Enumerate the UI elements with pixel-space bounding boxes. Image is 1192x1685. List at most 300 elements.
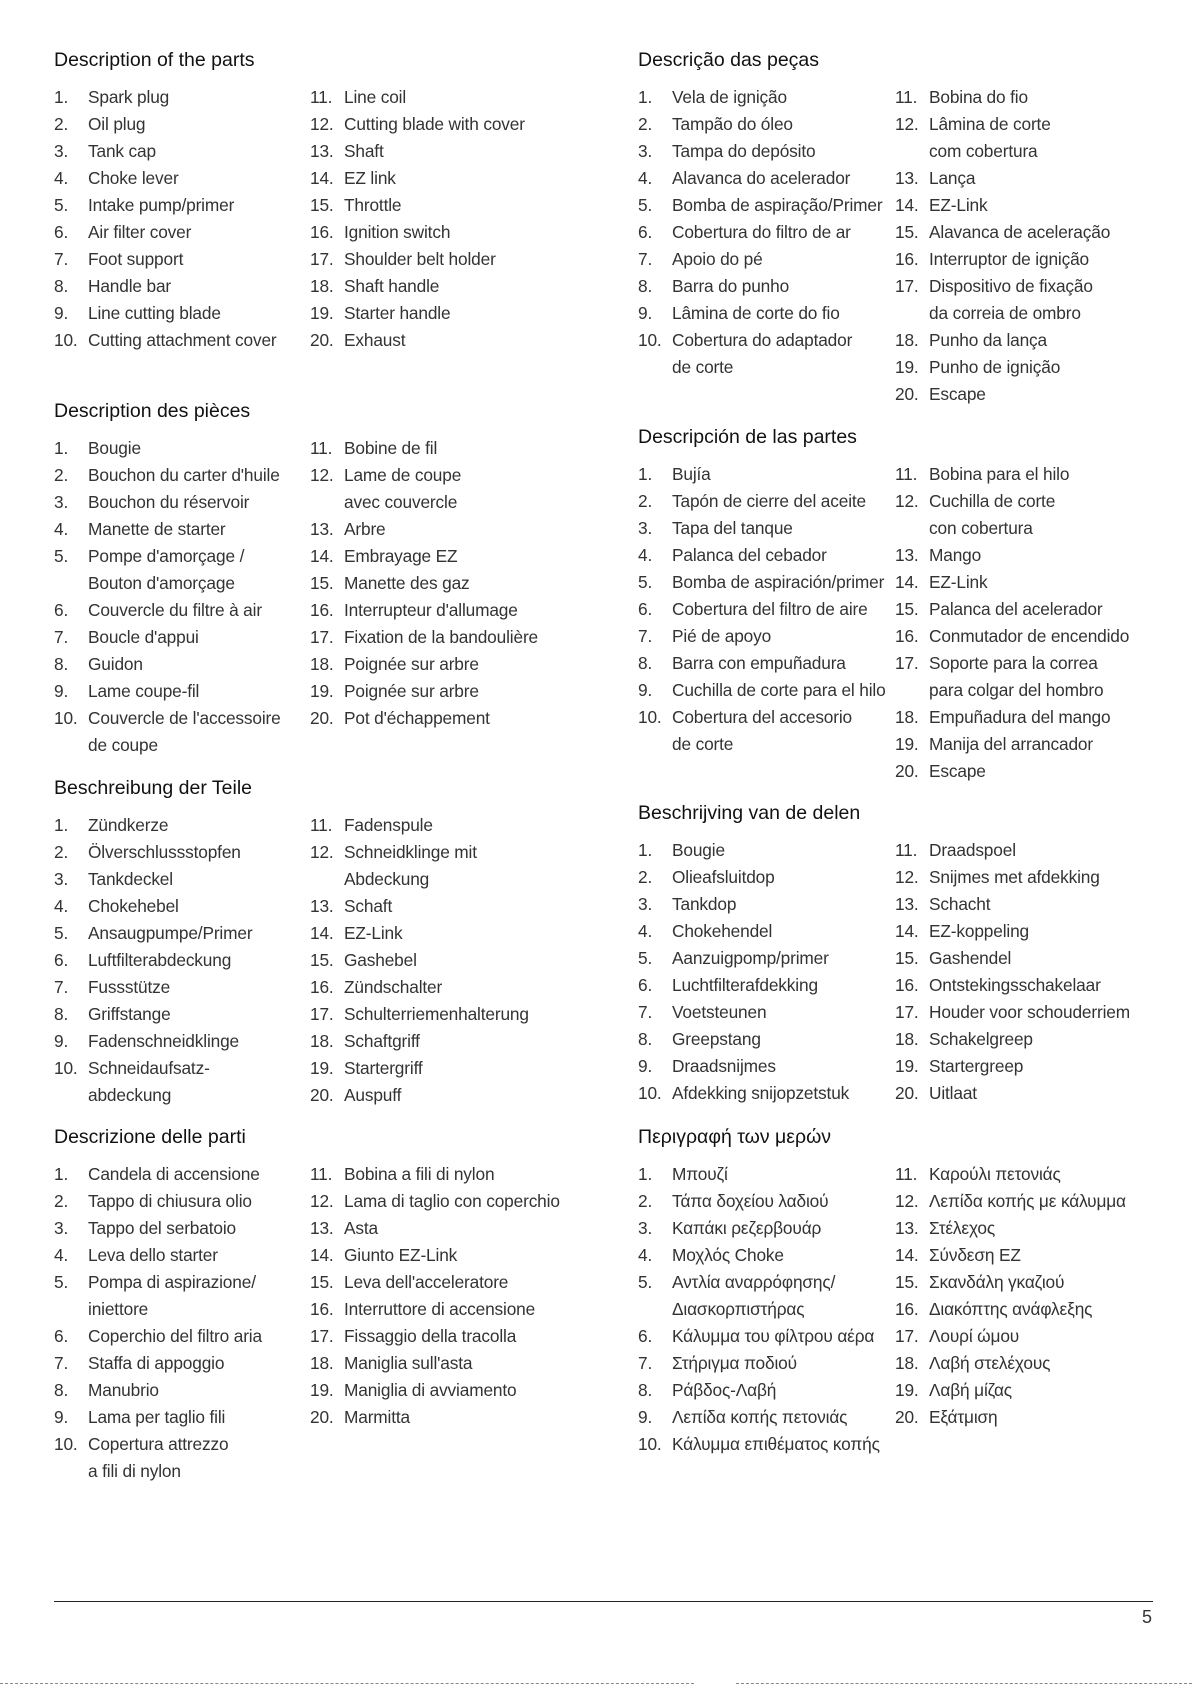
item-number: 12. xyxy=(895,867,919,887)
item-label: Dispositivo de fixação xyxy=(929,276,1093,296)
item-number: 16. xyxy=(310,977,334,997)
item-number xyxy=(638,354,672,381)
item-label: Fadenspule xyxy=(344,815,433,835)
list-item xyxy=(310,1350,560,1377)
crop-mark-right xyxy=(736,1683,1192,1684)
list-item xyxy=(638,972,895,999)
item-label: Manija del arrancador xyxy=(929,734,1093,754)
item-label: Στέλεχος xyxy=(929,1218,996,1238)
item-number: 13. xyxy=(895,545,919,565)
item-number: 14. xyxy=(895,921,919,941)
item-label: Διακόπτης ανάφλεξης xyxy=(929,1299,1093,1319)
item-label: Guidon xyxy=(88,654,143,674)
item-label: Κάλυμμα επιθέματος κοπής xyxy=(672,1434,880,1454)
item-number xyxy=(895,677,929,704)
list-item xyxy=(638,891,895,918)
item-label: Fissaggio della tracolla xyxy=(344,1326,517,1346)
item-label: Λαβή μίζας xyxy=(929,1380,1012,1400)
item-label: Καρούλι πετονιάς xyxy=(929,1164,1061,1184)
item-label: Punho da lança xyxy=(929,330,1048,350)
item-label: de corte xyxy=(672,734,734,754)
list-item xyxy=(310,1215,560,1242)
item-label: Καπάκι ρεζερβουάρ xyxy=(672,1218,822,1238)
item-label: Fussstütze xyxy=(88,977,171,997)
item-label: Spark plug xyxy=(88,87,170,107)
item-number: 15. xyxy=(895,599,919,619)
list-item xyxy=(638,219,895,246)
item-number: 13. xyxy=(310,519,334,539)
item-number: 19. xyxy=(310,1380,334,1400)
item-label: Schaft xyxy=(344,896,393,916)
item-number: 8. xyxy=(54,1380,69,1400)
list-item xyxy=(895,999,1130,1026)
list-item xyxy=(638,1242,895,1269)
item-number: 18. xyxy=(895,330,919,350)
item-number: 3. xyxy=(54,492,69,512)
parts-list-right xyxy=(895,837,1130,1107)
item-label: Olieafsluitdop xyxy=(672,867,775,887)
item-label: Tapón de cierre del aceite xyxy=(672,491,866,511)
item-number: 4. xyxy=(54,896,69,916)
list-item xyxy=(54,1431,310,1458)
item-label: Σκανδάλη γκαζιού xyxy=(929,1272,1065,1292)
item-number: 6. xyxy=(54,1326,69,1346)
list-item xyxy=(54,1188,310,1215)
item-label: Asta xyxy=(344,1218,378,1238)
section-es xyxy=(638,424,1158,785)
item-label: Alavanca de aceleração xyxy=(929,222,1111,242)
list-item xyxy=(310,839,529,866)
item-label: Lâmina de corte xyxy=(929,114,1051,134)
item-number: 5. xyxy=(638,572,653,592)
item-number xyxy=(310,866,344,893)
item-number: 1. xyxy=(54,1164,69,1184)
list-item xyxy=(638,111,895,138)
item-number: 20. xyxy=(310,1085,334,1105)
item-number: 5. xyxy=(54,546,69,566)
item-label: Escape xyxy=(929,384,986,404)
list-item xyxy=(895,731,1129,758)
list-item xyxy=(310,1323,560,1350)
item-label: Bomba de aspiración/primer xyxy=(672,572,885,592)
item-label: Schaftgriff xyxy=(344,1031,420,1051)
item-number: 3. xyxy=(638,1218,653,1238)
list-item xyxy=(895,84,1110,111)
list-item xyxy=(310,1377,560,1404)
item-label: Σύνδεση EZ xyxy=(929,1245,1021,1265)
item-number: 19. xyxy=(310,1058,334,1078)
item-number: 4. xyxy=(638,921,653,941)
item-label: Cutting blade with cover xyxy=(344,114,525,134)
item-label: Coperchio del filtro aria xyxy=(88,1326,262,1346)
item-number: 17. xyxy=(895,653,919,673)
section-en xyxy=(54,47,614,354)
item-label: Κάλυμμα του φίλτρου αέρα xyxy=(672,1326,875,1346)
item-number: 19. xyxy=(310,681,334,701)
list-item xyxy=(895,758,1129,785)
item-label: EZ-Link xyxy=(929,572,988,592)
item-number: 1. xyxy=(54,815,69,835)
item-label: Εξάτμιση xyxy=(929,1407,998,1427)
item-label: Draadspoel xyxy=(929,840,1016,860)
item-number xyxy=(895,300,929,327)
item-label: Τάπα δοχείου λαδιού xyxy=(672,1191,829,1211)
list-item xyxy=(638,677,895,704)
item-number: 20. xyxy=(895,384,919,404)
item-label: Couvercle du filtre à air xyxy=(88,600,262,620)
item-number: 18. xyxy=(310,1353,334,1373)
list-item xyxy=(54,1323,310,1350)
list-item xyxy=(310,624,538,651)
section-title: Description of the parts xyxy=(54,49,255,71)
item-number: 10. xyxy=(54,1434,78,1454)
item-label: Λουρί ώμου xyxy=(929,1326,1020,1346)
list-item xyxy=(895,165,1110,192)
item-label: Lama di taglio con coperchio xyxy=(344,1191,560,1211)
parts-list-right xyxy=(310,812,529,1109)
list-item xyxy=(638,864,895,891)
parts-list-left xyxy=(638,837,895,1107)
list-item xyxy=(895,461,1129,488)
list-item xyxy=(54,543,310,570)
item-number: 19. xyxy=(895,734,919,754)
list-item xyxy=(310,1188,560,1215)
item-label: Snijmes met afdekking xyxy=(929,867,1100,887)
list-item xyxy=(638,542,895,569)
list-item xyxy=(638,165,895,192)
item-number: 16. xyxy=(310,222,334,242)
list-item xyxy=(895,1053,1130,1080)
list-item xyxy=(638,1215,895,1242)
item-label: Schulterriemenhalterung xyxy=(344,1004,529,1024)
list-item xyxy=(638,300,895,327)
item-label: Uitlaat xyxy=(929,1083,977,1103)
item-number: 11. xyxy=(895,464,918,484)
item-label: da correia de ombro xyxy=(929,303,1081,323)
item-label: Afdekking snijopzetstuk xyxy=(672,1083,850,1103)
item-label: Alavanca do acelerador xyxy=(672,168,851,188)
list-item xyxy=(638,1026,895,1053)
item-label: Λεπίδα κοπής πετονιάς xyxy=(672,1407,848,1427)
list-item xyxy=(895,1323,1126,1350)
list-item xyxy=(54,678,310,705)
parts-list-right xyxy=(895,1161,1126,1458)
item-label: Lâmina de corte do fio xyxy=(672,303,840,323)
item-number xyxy=(54,732,88,759)
list-item xyxy=(54,1350,310,1377)
list-item xyxy=(54,570,310,597)
item-number: 12. xyxy=(895,1191,919,1211)
item-number: 9. xyxy=(638,1056,653,1076)
item-label: Interruttore di accensione xyxy=(344,1299,536,1319)
list-item xyxy=(895,327,1110,354)
item-number: 13. xyxy=(310,1218,334,1238)
item-label: Ignition switch xyxy=(344,222,451,242)
item-number: 5. xyxy=(54,1272,69,1292)
item-label: de corte xyxy=(672,357,734,377)
parts-list-left xyxy=(638,461,895,785)
item-label: Chokehebel xyxy=(88,896,179,916)
item-number: 13. xyxy=(895,168,919,188)
item-number: 1. xyxy=(638,1164,653,1184)
list-item xyxy=(310,1161,560,1188)
item-number: 19. xyxy=(895,1056,919,1076)
list-item xyxy=(638,246,895,273)
list-item xyxy=(895,1404,1126,1431)
item-number: 20. xyxy=(310,708,334,728)
item-number: 4. xyxy=(638,1245,653,1265)
list-item xyxy=(310,1242,560,1269)
section-el xyxy=(638,1124,1158,1458)
item-label: Maniglia sull'asta xyxy=(344,1353,473,1373)
item-label: Bobine de fil xyxy=(344,438,438,458)
list-item xyxy=(310,893,529,920)
list-item xyxy=(895,650,1129,677)
list-item xyxy=(54,1215,310,1242)
item-number: 11. xyxy=(895,87,918,107)
item-label: Palanca del cebador xyxy=(672,545,827,565)
item-label: Bujía xyxy=(672,464,711,484)
item-number: 7. xyxy=(54,977,69,997)
item-number: 3. xyxy=(54,1218,69,1238)
item-number: 11. xyxy=(895,840,918,860)
item-number: 19. xyxy=(310,303,334,323)
item-number: 14. xyxy=(895,572,919,592)
item-label: Leva dell'acceleratore xyxy=(344,1272,509,1292)
list-item xyxy=(310,543,538,570)
list-item xyxy=(895,1026,1130,1053)
item-label: EZ-Link xyxy=(344,923,403,943)
list-item xyxy=(310,219,525,246)
item-label: Exhaust xyxy=(344,330,406,350)
item-number: 16. xyxy=(895,249,919,269)
item-number: 17. xyxy=(895,1326,919,1346)
parts-list-left xyxy=(54,84,310,354)
item-number: 8. xyxy=(54,654,69,674)
list-item xyxy=(54,1404,310,1431)
parts-list xyxy=(638,84,1158,408)
list-item xyxy=(895,542,1129,569)
item-number: 6. xyxy=(638,1326,653,1346)
list-item xyxy=(310,1404,560,1431)
item-label: Gashendel xyxy=(929,948,1012,968)
item-number: 16. xyxy=(895,1299,919,1319)
item-label: EZ-Link xyxy=(929,195,988,215)
list-item xyxy=(895,918,1130,945)
item-label: Manette de starter xyxy=(88,519,226,539)
list-item xyxy=(638,488,895,515)
item-number: 4. xyxy=(638,168,653,188)
section-title: Descripción de las partes xyxy=(638,426,857,448)
item-number: 9. xyxy=(638,1407,653,1427)
list-item xyxy=(638,192,895,219)
item-number: 5. xyxy=(54,195,69,215)
item-label: Zündschalter xyxy=(344,977,443,997)
list-item xyxy=(895,864,1130,891)
item-label: Ölverschlussstopfen xyxy=(88,842,241,862)
parts-list-right xyxy=(310,1161,560,1485)
item-number: 14. xyxy=(310,1245,334,1265)
item-number: 19. xyxy=(895,357,919,377)
list-item xyxy=(895,515,1129,542)
item-label: Μοχλός Choke xyxy=(672,1245,784,1265)
list-item xyxy=(638,1053,895,1080)
parts-list-left xyxy=(54,435,310,759)
item-number: 2. xyxy=(638,491,653,511)
item-number: 14. xyxy=(895,1245,919,1265)
item-number: 4. xyxy=(54,168,69,188)
item-label: Schacht xyxy=(929,894,991,914)
list-item xyxy=(54,974,310,1001)
item-label: Line cutting blade xyxy=(88,303,221,323)
item-label: Schneidaufsatz- xyxy=(88,1058,210,1078)
item-number: 7. xyxy=(638,1353,653,1373)
item-label: Houder voor schouderriem xyxy=(929,1002,1130,1022)
item-number: 14. xyxy=(310,546,334,566)
list-item xyxy=(54,84,310,111)
item-label: Luchtfilterafdekking xyxy=(672,975,818,995)
parts-list-right xyxy=(895,461,1129,785)
item-label: Pot d'échappement xyxy=(344,708,490,728)
item-number: 7. xyxy=(54,1353,69,1373)
list-item xyxy=(895,891,1130,918)
section-title: Description des pièces xyxy=(54,400,251,422)
list-item xyxy=(310,651,538,678)
list-item xyxy=(638,704,895,731)
list-item xyxy=(895,837,1130,864)
item-number: 10. xyxy=(54,1058,78,1078)
item-label: Fadenschneidklinge xyxy=(88,1031,240,1051)
list-item xyxy=(54,866,310,893)
item-label: Cobertura del accesorio xyxy=(672,707,853,727)
list-item xyxy=(895,111,1110,138)
item-number: 16. xyxy=(895,626,919,646)
item-number: 4. xyxy=(54,519,69,539)
list-item xyxy=(54,462,310,489)
item-number: 9. xyxy=(638,303,653,323)
item-number: 11. xyxy=(310,438,333,458)
item-label: Apoio do pé xyxy=(672,249,763,269)
item-number: 18. xyxy=(310,276,334,296)
list-item xyxy=(895,1242,1126,1269)
list-item xyxy=(54,1001,310,1028)
item-number xyxy=(54,570,88,597)
list-item xyxy=(310,597,538,624)
item-label: Fixation de la bandoulière xyxy=(344,627,539,647)
item-number: 10. xyxy=(638,1434,662,1454)
item-label: Bougie xyxy=(672,840,725,860)
list-item xyxy=(310,516,538,543)
item-number: 16. xyxy=(310,600,334,620)
item-label: Λεπίδα κοπής με κάλυμμα xyxy=(929,1191,1126,1211)
list-item xyxy=(310,920,529,947)
list-item xyxy=(895,623,1129,650)
item-number: 16. xyxy=(895,975,919,995)
item-label: Manette des gaz xyxy=(344,573,470,593)
item-number: 18. xyxy=(895,1353,919,1373)
item-number: 5. xyxy=(54,923,69,943)
list-item xyxy=(54,651,310,678)
item-number xyxy=(895,138,929,165)
list-item xyxy=(310,1269,560,1296)
list-item xyxy=(54,812,310,839)
item-number: 19. xyxy=(895,1380,919,1400)
list-item xyxy=(54,489,310,516)
list-item xyxy=(54,273,310,300)
item-label: iniettore xyxy=(88,1299,149,1319)
item-number: 10. xyxy=(638,707,662,727)
crop-mark-left xyxy=(0,1683,694,1684)
item-number: 13. xyxy=(310,896,334,916)
list-item xyxy=(310,1001,529,1028)
list-item xyxy=(310,1296,560,1323)
item-label: Punho de ignição xyxy=(929,357,1061,377)
item-number: 2. xyxy=(54,842,69,862)
item-label: Handle bar xyxy=(88,276,172,296)
item-label: Aanzuigpomp/primer xyxy=(672,948,829,968)
item-label: Bobina a fili di nylon xyxy=(344,1164,495,1184)
item-number: 10. xyxy=(54,708,78,728)
item-number: 11. xyxy=(310,815,333,835)
list-item xyxy=(895,300,1110,327)
list-item xyxy=(310,435,538,462)
list-item xyxy=(54,947,310,974)
item-number: 18. xyxy=(895,1029,919,1049)
item-number: 7. xyxy=(54,627,69,647)
item-label: Tappo del serbatoio xyxy=(88,1218,236,1238)
item-number: 6. xyxy=(638,222,653,242)
list-item xyxy=(54,1055,310,1082)
list-item xyxy=(310,84,525,111)
item-number: 6. xyxy=(54,222,69,242)
list-item xyxy=(638,327,895,354)
item-number: 12. xyxy=(895,114,919,134)
item-number xyxy=(54,1296,88,1323)
list-item xyxy=(638,515,895,542)
item-number: 10. xyxy=(638,1083,662,1103)
section-title: Περιγραφή των μερών xyxy=(638,1126,832,1148)
list-item xyxy=(54,597,310,624)
list-item xyxy=(638,1188,895,1215)
list-item xyxy=(310,1028,529,1055)
item-number: 6. xyxy=(638,599,653,619)
list-item xyxy=(895,704,1129,731)
item-number: 1. xyxy=(54,438,69,458)
item-number: 13. xyxy=(310,141,334,161)
list-item xyxy=(54,111,310,138)
item-number: 12. xyxy=(310,114,334,134)
item-number: 1. xyxy=(638,840,653,860)
item-number: 10. xyxy=(638,330,662,350)
item-number: 2. xyxy=(638,114,653,134)
parts-list xyxy=(638,837,1158,1107)
item-number: 13. xyxy=(895,894,919,914)
parts-list-left xyxy=(54,812,310,1109)
item-label: Starter handle xyxy=(344,303,451,323)
item-number: 3. xyxy=(638,518,653,538)
item-label: Bouton d'amorçage xyxy=(88,573,235,593)
list-item xyxy=(895,972,1130,999)
list-item xyxy=(895,1296,1126,1323)
item-label: Greepstang xyxy=(672,1029,761,1049)
item-number: 7. xyxy=(638,249,653,269)
list-item xyxy=(310,1082,529,1109)
item-label: Cobertura do filtro de ar xyxy=(672,222,851,242)
item-label: Barra do punho xyxy=(672,276,790,296)
item-label: Voetsteunen xyxy=(672,1002,767,1022)
item-label: Λαβή στελέχους xyxy=(929,1353,1051,1373)
list-item xyxy=(638,1269,895,1296)
